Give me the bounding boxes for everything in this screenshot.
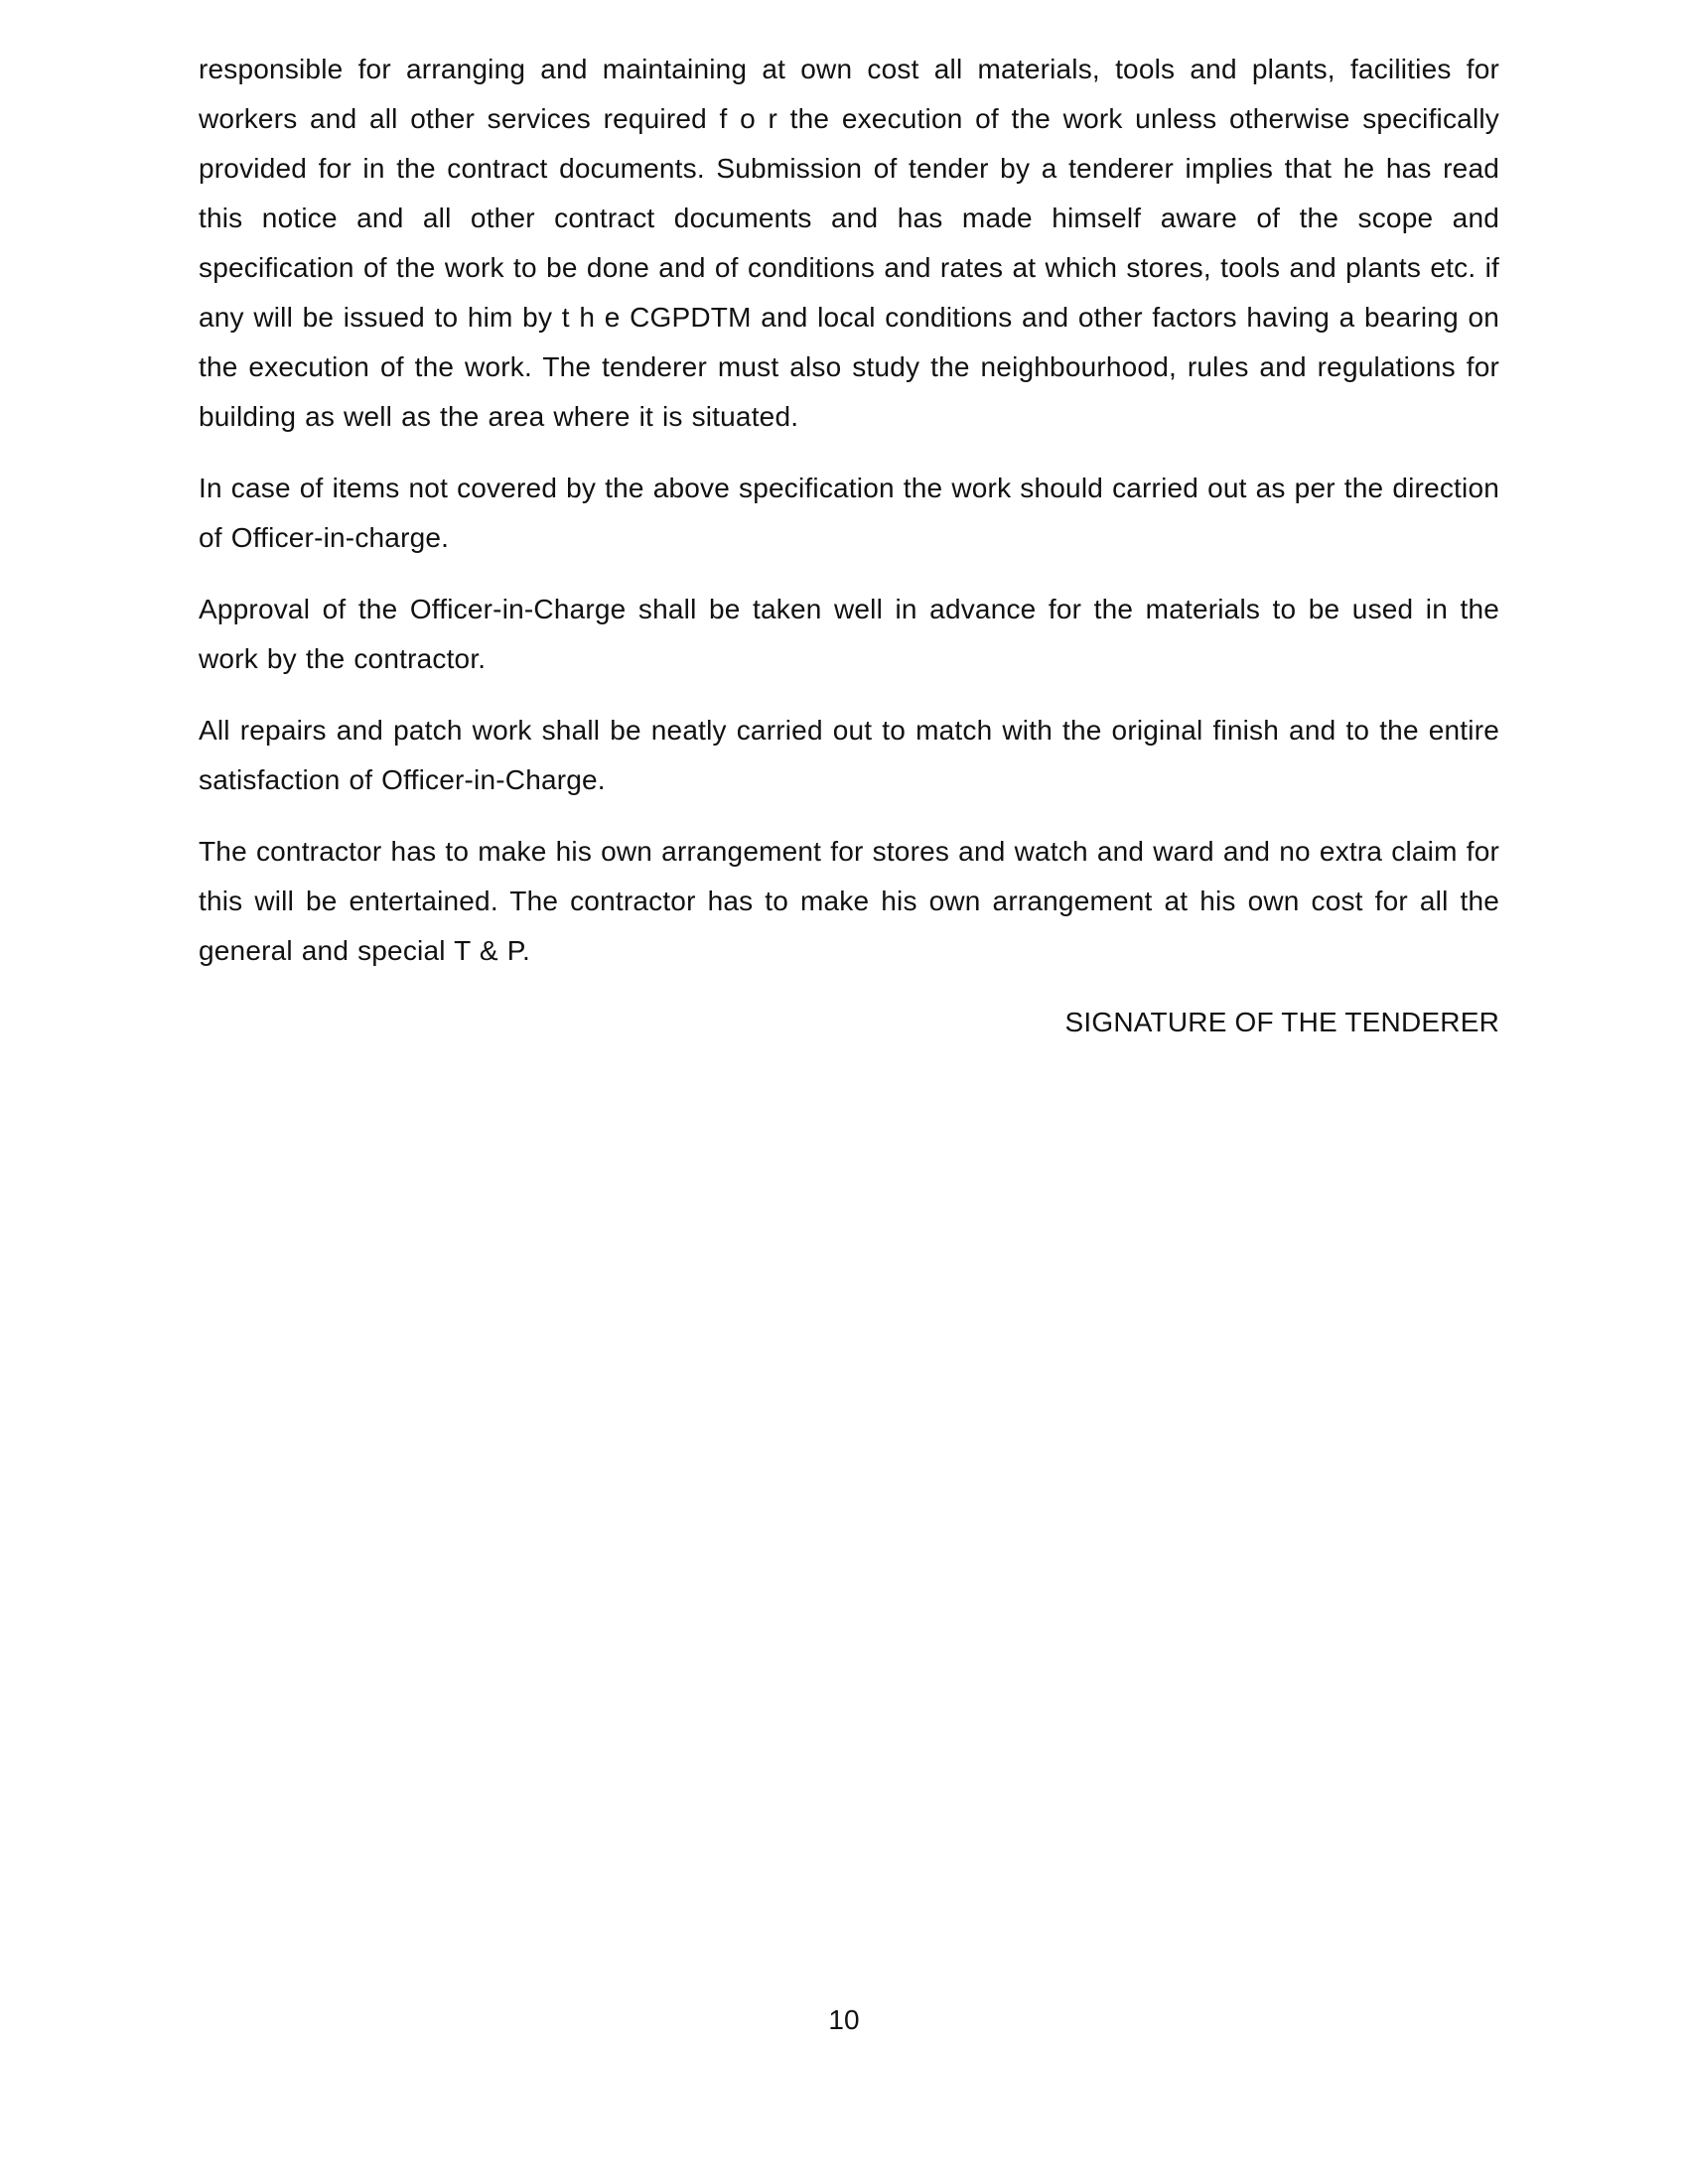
paragraph-contractor-arrangement: The contractor has to make his own arrangement for stores and watch and ward and no extra claim for this will be entertained. The contractor has to make his own arrangement at his own cost for all the general and special T & P. bbox=[199, 836, 1499, 966]
signature-line: SIGNATURE OF THE TENDERER bbox=[1064, 1007, 1499, 1037]
paragraph-items-not-covered: In case of items not covered by the above specification the work should carried out as per the direction of Officer-in-charge. bbox=[199, 473, 1499, 553]
paragraph-repairs-patch-work: All repairs and patch work shall be neatly carried out to match with the original finish and to the entire satisfaction of Officer-in-Charge. bbox=[199, 715, 1499, 795]
page-number: 10 bbox=[828, 2004, 860, 2035]
paragraph-approval-materials: Approval of the Officer-in-Charge shall be taken well in advance for the materials to be used in the work by the contractor. bbox=[199, 594, 1499, 674]
document-body bbox=[199, 45, 1499, 1047]
paragraph-responsibilities: responsible for arranging and maintaining at own cost all materials, tools and plants, facilities for workers and all other services required f o r the execution of the work unless otherwise specifically provided for in the contract documents. Submission of tender by a tenderer implies that he has read this notice and all other contract documents and has made himself aware of the scope and specification of the work to be done and of conditions and rates at which stores, tools and plants etc. if any will be issued to him by t h e CGPDTM and local conditions and other factors having a bearing on the execution of the work. The tenderer must also study the neighbourhood, rules and regulations for building as well as the area where it is situated. bbox=[199, 54, 1499, 432]
